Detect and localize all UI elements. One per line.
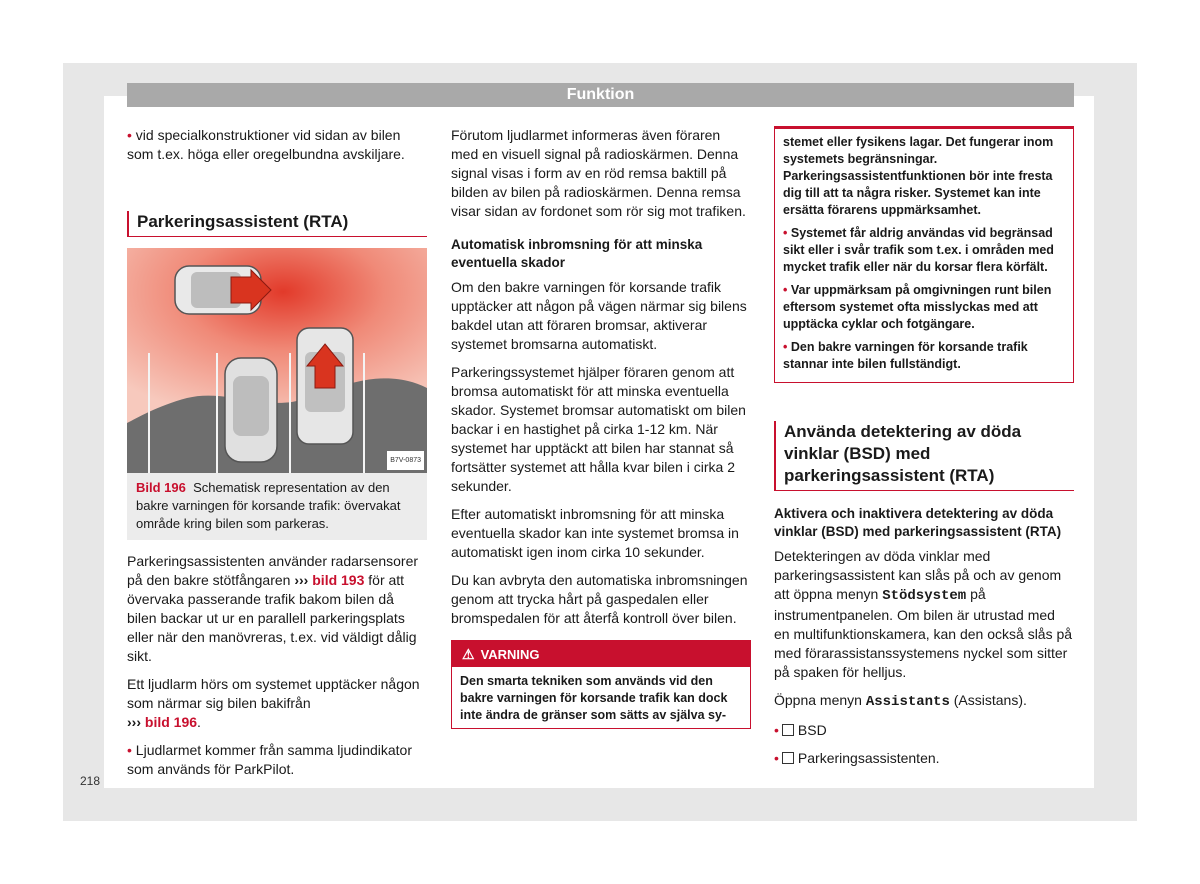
bullet-icon: • <box>783 283 788 297</box>
warning-continued: stemet eller fysikens lagar. Det fungerar inom systemets begränsningar. Parkeringsassistentfunktionen bör inte fresta dig till att ta några risker. Systemet kan inte ersätta förarens uppmärksamhet. • Systemet får aldrig användas vid begränsad sikt eller i svår trafik som t.ex. i områden med mycket trafik eller när du korsar flera körfält. • Var uppmärksam på omgivningen runt bilen eftersom systemet ofta misslyckas med att upptäcka cyklar och fotgängare. • Den bakre varningen för korsande trafik stannar inte bilen fullständigt. <box>774 126 1074 383</box>
figure-code: B7V-0873 <box>387 451 424 470</box>
option-item: • Parkeringsassistenten. <box>774 750 940 766</box>
paragraph: Förutom ljudlarmet informeras även föraren med en visuell signal på radioskärmen. Denna signal visas i form av en röd remsa baktill på bilden av bilen på radioskärmen. Denna remsa visar sidan av fordonet som rör sig mot trafiken. <box>451 127 746 219</box>
warning-box <box>451 640 751 729</box>
warning-text: Den smarta tekniken som används vid den bakre varningen för korsande trafik kan dock inte ändra de gränser som sätts av själva sy- <box>452 667 750 728</box>
section-title-rta: Parkeringsassistent (RTA) <box>127 211 427 237</box>
paragraph: Detekteringen av döda vinklar med parkeringsassistent kan slås på och av genom att öppna menyn Stödsystem på instrumentpanelen. Om bilen är utrustad med en multifunktionskamera, kan den också slås på med förarassistanssystemens nyckel som sitter på spaken för helljus. <box>774 548 1073 680</box>
subheading: Automatisk inbromsning för att minska eventuella skador <box>451 237 703 270</box>
bullet-icon: • <box>774 722 779 738</box>
paragraph: Öppna menyn Assistants (Assistans). <box>774 692 1027 710</box>
menu-name: Assistants <box>865 694 950 710</box>
column-2 <box>451 126 751 729</box>
intro-bullet: • vid specialkonstruktioner vid sidan av bilen som t.ex. höga eller oregelbundna avskiljare. <box>127 127 405 162</box>
page-number: 218 <box>80 774 101 788</box>
option-item: • BSD <box>774 722 827 738</box>
column-1 <box>127 126 427 788</box>
bullet-icon: • <box>783 226 788 240</box>
link-bild-193[interactable]: bild 193 <box>312 572 365 588</box>
caption-label: Bild 196 <box>136 480 186 495</box>
figure-caption: Bild 196 Schematisk representation av den bakre varningen för korsande trafik: övervakat område kring bilen som parkeras. <box>127 473 427 540</box>
menu-name: Stödsystem <box>882 588 967 604</box>
passing-car <box>175 266 271 314</box>
warning-bullet: • Var uppmärksam på omgivningen runt bilen eftersom systemet ofta misslyckas med att upptäcka cyklar och fotgängare. <box>783 283 1052 331</box>
section-title-bsd: Använda detektering av döda vinklar (BSD) med parkeringsassistent (RTA) <box>774 421 1074 491</box>
bullet-icon: • <box>783 340 788 354</box>
bullet-icon: • <box>127 742 132 758</box>
paragraph: Parkeringssystemet hjälper föraren genom att bromsa automatiskt för att minska eventuella skador. Systemet bromsar automatiskt om bilen backar i en hastighet på cirka 1-12 km. När systemet har upptäckt att bilen har stannat så fortsätter systemet att hålla kvar bilen i cirka 2 sekunder. <box>451 364 746 494</box>
paragraph: Ett ljudlarm hörs om systemet upptäcker någon som närmar sig bilen bakifrån ››› bild 196. <box>127 676 420 730</box>
parked-car <box>225 358 277 462</box>
paragraph: Efter automatiskt inbromsning för att minska eventuella skador kan inte systemet bromsa in automatiskt igen inom cirka 10 sekunder. <box>451 506 739 560</box>
warning-bullet: • Systemet får aldrig användas vid begränsad sikt eller i svår trafik som t.ex. i områden med mycket trafik eller när du korsar flera körfält. <box>783 226 1054 274</box>
paragraph: Du kan avbryta den automatiska inbromsningen genom att trycka hårt på gaspedalen eller bromspedalen för att återfå kontroll över bilen. <box>451 572 748 626</box>
bullet-icon: • <box>774 750 779 766</box>
subheading: Aktivera och inaktivera detektering av döda vinklar (BSD) med parkeringsassistent (RTA) <box>774 506 1062 539</box>
warning-header: ⚠ VARNING <box>452 641 750 667</box>
link-bild-196[interactable]: bild 196 <box>144 714 198 730</box>
paragraph: Om den bakre varningen för korsande trafik upptäcker att någon på vägen närmar sig bilens bakdel utan att föraren bromsar, aktiverar systemet bromsarna automatiskt. <box>451 279 747 352</box>
warning-bullet: • Den bakre varningen för korsande trafik stannar inte bilen fullständigt. <box>783 340 1028 371</box>
figure-196 <box>127 248 427 473</box>
checkbox-icon <box>782 724 794 736</box>
paragraph: Parkeringsassistenten använder radarsensorer på den bakre stötfångaren ››› bild 193 för att övervaka passerande trafik bakom bilen då bilen backar ut ur en parallell parkeringsplats eller när den manövreras, t.ex. vid väldigt dålig sikt. <box>127 553 419 664</box>
warning-triangle-icon: ⚠ <box>462 646 475 662</box>
rta-illustration <box>127 248 427 473</box>
reversing-car <box>297 328 353 444</box>
checkbox-icon <box>782 752 794 764</box>
bullet-item: • Ljudlarmet kommer från samma ljudindikator som används för ParkPilot. <box>127 742 413 777</box>
section-header: Funktion <box>127 83 1074 107</box>
column-3 <box>774 126 1074 777</box>
bullet-icon: • <box>127 127 132 143</box>
